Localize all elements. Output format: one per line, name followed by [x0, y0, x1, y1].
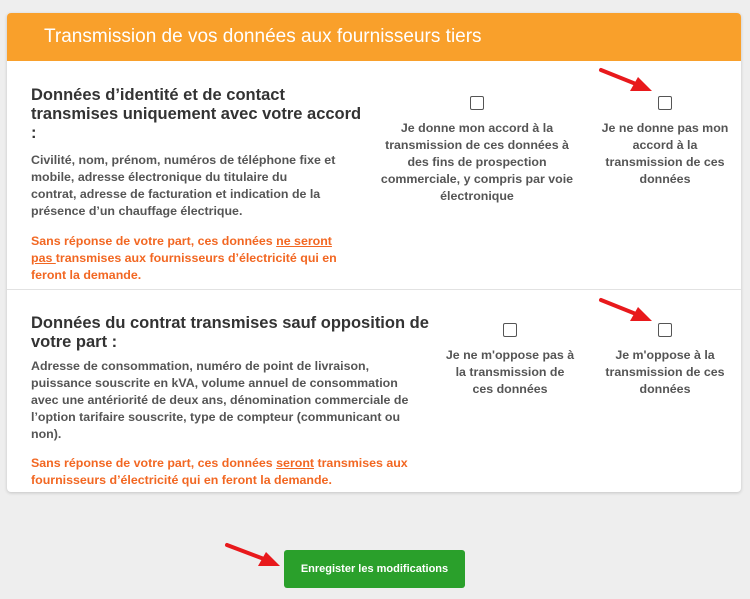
- identity-note-line-3: feront la demande.: [31, 268, 142, 282]
- contract-accept-checkbox[interactable]: [503, 323, 517, 337]
- contract-section-note: [31, 455, 408, 489]
- contract-accept-label-line-3: ces données: [472, 382, 548, 396]
- identity-accept-option: [363, 96, 591, 205]
- contract-refuse-option: [585, 323, 741, 398]
- contract-desc-line-3: avec une antériorité de deux ans, dénomination commerciale de: [31, 393, 409, 407]
- arrow-icon: [224, 541, 282, 569]
- identity-accept-label[interactable]: [363, 120, 591, 205]
- arrow-icon: [598, 296, 654, 324]
- identity-refuse-label[interactable]: [580, 120, 741, 188]
- contract-title-line-1: Données du contrat transmises sauf opposition de: [31, 314, 429, 332]
- contract-desc-line-5: non).: [31, 427, 62, 441]
- identity-title-line-3: :: [31, 124, 37, 142]
- contract-note-line-1-after: transmises aux: [314, 456, 408, 470]
- identity-accept-label-line-3: des fins de prospection: [407, 155, 547, 169]
- identity-desc-line-3: contrat, adresse de facturation et indication de la: [31, 187, 321, 201]
- identity-data-section: [7, 61, 741, 290]
- identity-refuse-option: [580, 96, 741, 188]
- contract-title-line-2: votre part :: [31, 333, 118, 351]
- contract-section-description: [31, 358, 408, 443]
- contract-refuse-label-line-3: données: [639, 382, 691, 396]
- identity-accept-label-line-1: Je donne mon accord à la: [400, 121, 554, 135]
- identity-note-line-2-after: transmises aux fournisseurs d’électricité qui en: [55, 251, 337, 265]
- identity-accept-label-line-5: électronique: [440, 189, 514, 203]
- identity-refuse-label-line-1: Je ne donne pas mon: [601, 121, 729, 135]
- contract-refuse-label-line-2: transmission de ces: [605, 365, 725, 379]
- identity-accept-checkbox[interactable]: [470, 96, 484, 110]
- contract-desc-line-4: l’option tarifaire souscrite, type de compteur (communicant ou: [31, 410, 401, 424]
- contract-desc-line-2: puissance souscrite en kVA, volume annuel de consommation: [31, 376, 398, 390]
- contract-refuse-checkbox[interactable]: [658, 323, 672, 337]
- identity-section-note: [31, 233, 337, 284]
- contract-accept-label[interactable]: [430, 347, 590, 398]
- identity-desc-line-4: présence d’un chauffage électrique.: [31, 204, 243, 218]
- identity-refuse-label-line-2: accord à la: [632, 138, 698, 152]
- identity-refuse-label-line-3: transmission de ces: [605, 155, 725, 169]
- card-header-title: Transmission de vos données aux fournisseurs tiers: [7, 13, 741, 61]
- identity-desc-line-1: Civilité, nom, prénom, numéros de téléphone fixe et: [31, 153, 336, 167]
- identity-note-line-1-underlined: ne seront: [276, 234, 332, 248]
- identity-note-line-1-before: Sans réponse de votre part, ces données: [31, 234, 277, 248]
- identity-section-description: [31, 152, 335, 220]
- contract-accept-option: [430, 323, 590, 398]
- identity-section-title: [31, 86, 361, 143]
- identity-accept-label-line-4: commerciale, y compris par voie: [380, 172, 574, 186]
- identity-desc-line-2: mobile, adresse électronique du titulaire du: [31, 170, 288, 184]
- contract-section-title: [31, 314, 429, 352]
- contract-note-line-1-before: Sans réponse de votre part, ces données: [31, 456, 277, 470]
- identity-title-line-1: Données d’identité et de contact: [31, 86, 285, 104]
- identity-note-line-2-underlined: pas: [31, 251, 56, 265]
- identity-title-line-2: transmises uniquement avec votre accord: [31, 105, 362, 123]
- contract-refuse-label-line-1: Je m'oppose à la: [615, 348, 715, 362]
- contract-accept-label-line-2: la transmission de: [455, 365, 565, 379]
- contract-refuse-label[interactable]: [585, 347, 741, 398]
- contract-desc-line-1: Adresse de consommation, numéro de point de livraison,: [31, 359, 370, 373]
- identity-accept-label-line-2: transmission de ces données à: [385, 138, 569, 152]
- identity-refuse-label-line-4: données: [639, 172, 691, 186]
- save-changes-button[interactable]: Enregister les modifications: [284, 550, 465, 588]
- contract-note-line-1-underlined: seront: [276, 456, 315, 470]
- arrow-icon: [598, 66, 654, 94]
- contract-accept-label-line-1: Je ne m'oppose pas à: [445, 348, 575, 362]
- identity-refuse-checkbox[interactable]: [658, 96, 672, 110]
- contract-note-line-2: fournisseurs d’électricité qui en feront la demande.: [31, 473, 332, 487]
